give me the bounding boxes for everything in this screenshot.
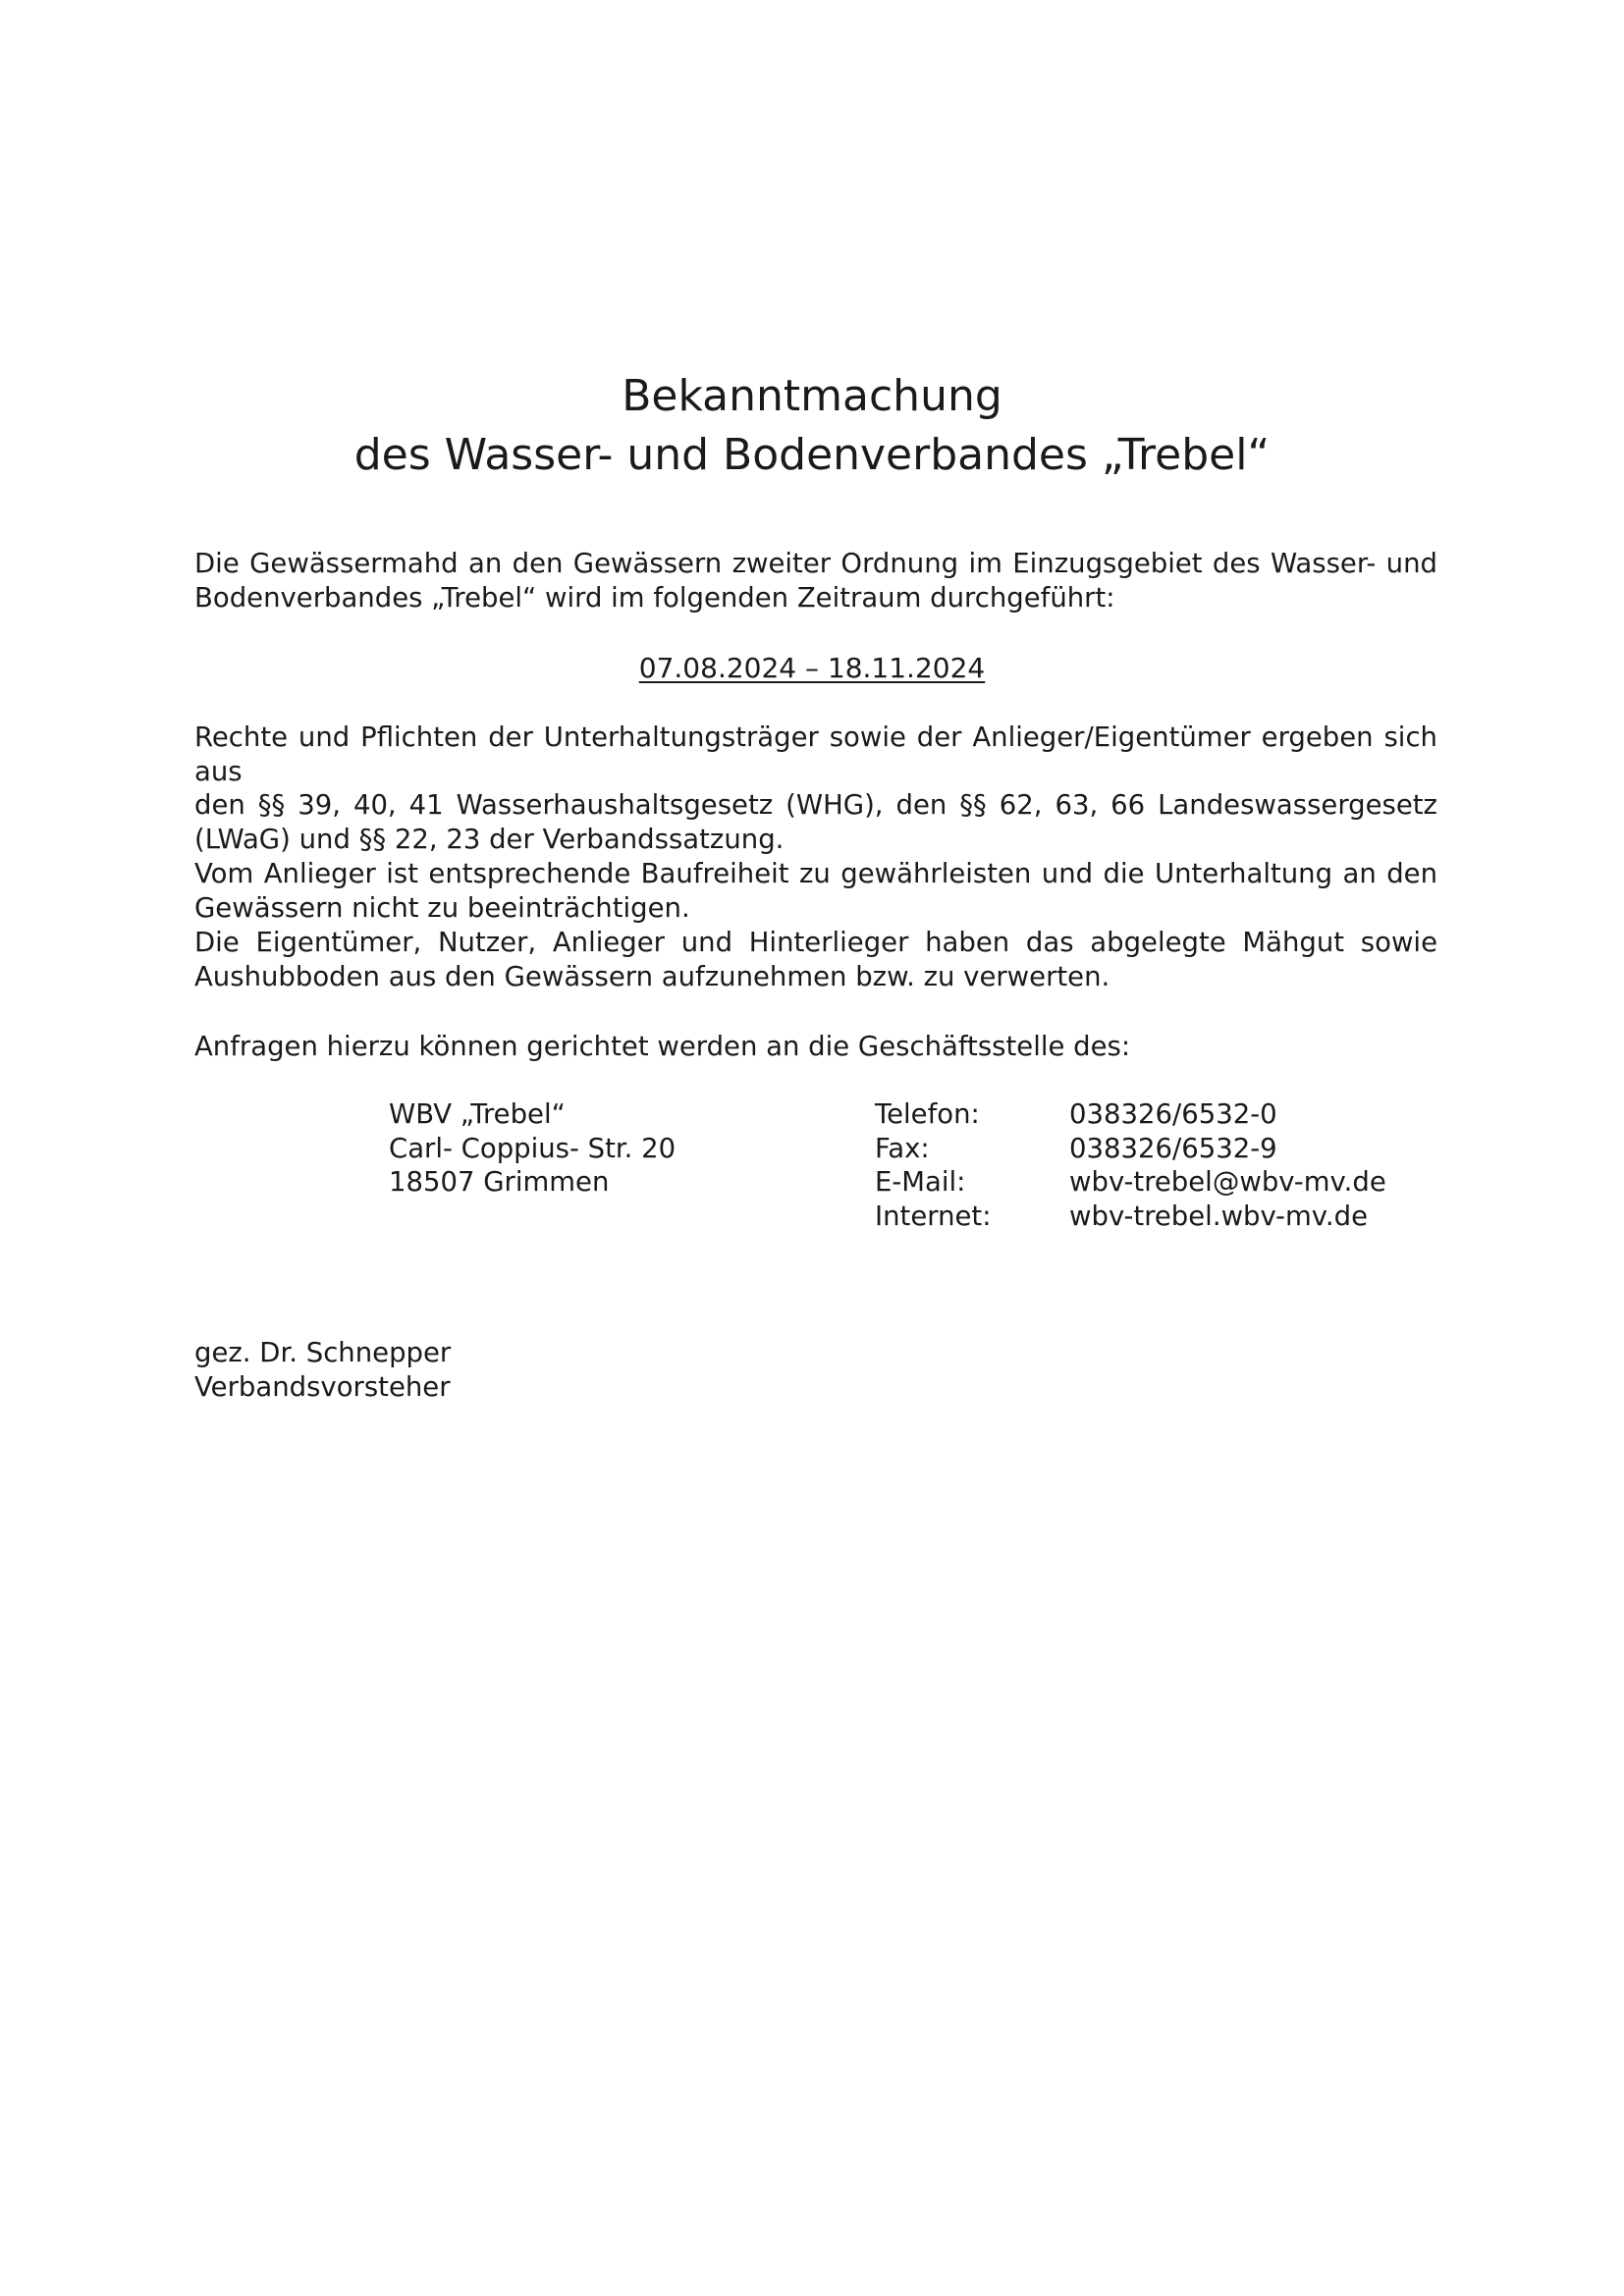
office-name: WBV „Trebel“ [389,1098,566,1130]
office-city: 18507 Grimmen [389,1166,610,1198]
intro-line: Bodenverbandes „Trebel“ wird im folgenden Zeitraum durchgeführt: [194,581,1115,614]
fax-value: 038326/6532-9 [1069,1132,1277,1164]
mowing-period: 07.08.2024 – 18.11.2024 [638,652,986,684]
email-label: E-Mail: [875,1166,966,1198]
document-subtitle: des Wasser- und Bodenverbandes „Trebel“ [353,430,1271,480]
office-street: Carl- Coppius- Str. 20 [389,1132,677,1164]
phone-value: 038326/6532-0 [1069,1098,1277,1130]
intro-line: Die Gewässermahd an den Gewässern zweiter Ordnung im Einzugsgebiet des Wasser- und [194,548,1437,579]
rights-paragraph [194,721,1437,856]
email-value[interactable]: wbv-trebel@wbv-mv.de [1069,1166,1386,1198]
rights-line: den §§ 39, 40, 41 Wasserhaushaltsgesetz (WHG), den §§ 62, 63, 66 Landeswassergesetz [194,789,1437,821]
inquiries-paragraph [194,1030,1437,1064]
phone-label: Telefon: [875,1098,980,1130]
rights-line: (LWaG) und §§ 22, 23 der Verbandssatzung. [194,823,785,855]
signature-name: gez. Dr. Schnepper [194,1337,452,1368]
anlieger-line: Gewässern nicht zu beeinträchtigen. [194,891,690,924]
intro-paragraph [194,547,1437,614]
signature-role: Verbandsvorsteher [194,1370,451,1403]
eigentuemer-paragraph [194,926,1437,993]
fax-label: Fax: [875,1132,930,1164]
rights-line: Rechte und Pflichten der Unterhaltungsträger sowie der Anlieger/Eigentümer ergeben sich aus [194,721,1437,787]
contact-values [1069,1097,1386,1233]
inquiries-line: Anfragen hierzu können gerichtet werden an die Geschäftsstelle des: [194,1031,1131,1062]
eigentuemer-line: Die Eigentümer, Nutzer, Anlieger und Hinterlieger haben das abgelegte Mähgut sowie [194,927,1437,958]
signature-block [194,1336,451,1404]
web-value[interactable]: wbv-trebel.wbv-mv.de [1069,1200,1369,1232]
office-address [389,1097,676,1200]
web-label: Internet: [875,1200,992,1232]
eigentuemer-line: Aushubboden aus den Gewässern aufzunehmen bzw. zu verwerten. [194,960,1110,992]
anlieger-line: Vom Anlieger ist entsprechende Baufreiheit zu gewährleisten und die Unterhaltung an den [194,858,1437,889]
anlieger-paragraph [194,857,1437,925]
document-title: Bekanntmachung [622,371,1002,421]
contact-labels [875,1097,991,1233]
